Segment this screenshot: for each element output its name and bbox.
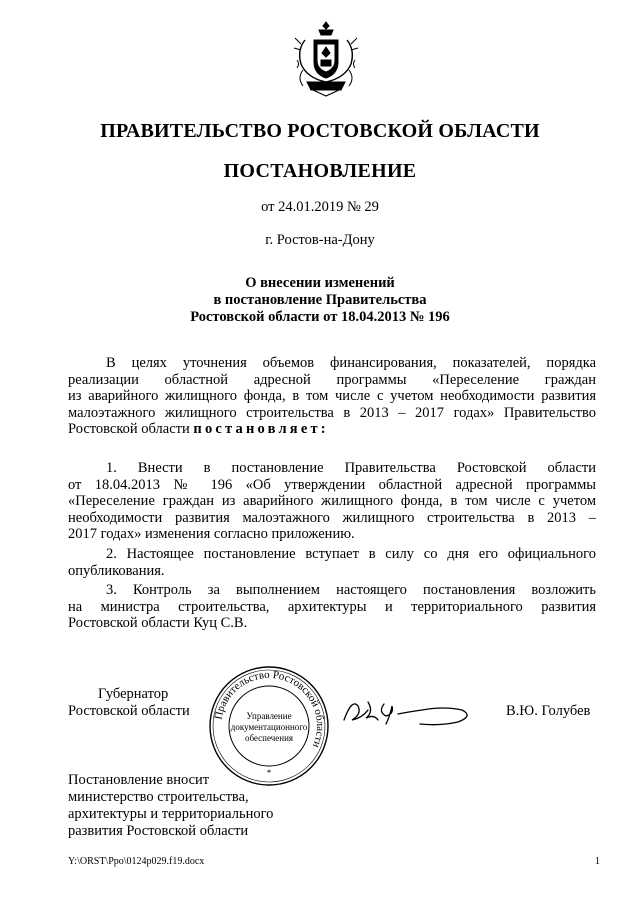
paragraph-line: «Переселение граждан из аварийного жилищного фонда, в том числе с учетом [68,493,596,510]
paragraph-line: реализации областной адресной программы «Переселение граждан [68,371,596,388]
seal-inner-text: документационного [230,722,308,732]
item-2-paragraph [68,546,596,579]
submitter-line: архитектуры и территориального [68,806,274,822]
paragraph-line: на министра строительства, архитектуры и территориального развития [68,598,596,615]
document-title [0,275,640,326]
paragraph-line: малоэтажного жилищного строительства в 2013 – 2017 годах» Правительство [68,404,596,421]
submitter-line: развития Ростовской области [68,823,249,839]
seal-inner-text: обеспечения [244,733,294,743]
paragraph-line: Ростовской области Куц С.В. [68,615,248,632]
page-number: 1 [595,856,600,867]
document-type-heading: ПОСТАНОВЛЕНИЕ [223,160,417,182]
paragraph-line: В целях уточнения объемов финансирования, показателей, порядка [106,355,596,371]
resolves-word: постановляет: [193,421,329,438]
coat-of-arms-emblem [293,20,359,98]
governor-title-line: Губернатор [98,686,169,702]
item-1-paragraph [68,460,596,543]
document-date-number: от 24.01.2019 № 29 [261,199,379,215]
footer-file-path: Y:\ORST\Ppo\0124p029.f19.docx [68,856,205,867]
submitter-block [68,772,273,840]
preamble-paragraph [68,355,596,438]
governor-title-line: Ростовской области [68,703,190,719]
submitter-line: министерство строительства, [68,789,249,805]
paragraph-line [68,421,596,438]
paragraph-line: необходимости развития малоэтажного жилищного строительства в 2013 – [68,509,596,526]
title-line: О внесении изменений [245,275,395,291]
governor-name: В.Ю. Голубев [506,703,591,719]
preamble-lead: Ростовской области [68,421,194,438]
document-city: г. Ростов-на-Дону [265,232,375,248]
seal-inner-text: Управление [246,711,292,721]
handwritten-signature [338,690,478,730]
paragraph-line: из аварийного жилищного фонда, в том числе с учетом необходимости развития [68,388,596,405]
paragraph-line: от 18.04.2013 № 196 «Об утверждении областной адресной программы [68,476,596,493]
paragraph-line: 2017 годах» изменения согласно приложению. [68,526,355,543]
paragraph-line: опубликования. [68,562,165,579]
seal-star-icon: * [266,768,272,778]
seal-ring-text: Правительство Ростовской области [212,668,327,750]
title-line: в постановление Правительства [213,292,427,308]
item-3-paragraph [68,582,596,632]
paragraph-line: 1. Внести в постановление Правительства Ростовской области [106,460,596,476]
organization-heading: ПРАВИТЕЛЬСТВО РОСТОВСКОЙ ОБЛАСТИ [100,120,540,142]
governor-title [68,686,190,720]
paragraph-line: 2. Настоящее постановление вступает в силу со дня его официального [106,546,596,562]
submitter-line: Постановление вносит [68,772,210,788]
title-line: Ростовской области от 18.04.2013 № 196 [190,309,450,325]
official-seal [207,664,331,788]
paragraph-line: 3. Контроль за выполнением настоящего постановления возложить [106,582,596,598]
